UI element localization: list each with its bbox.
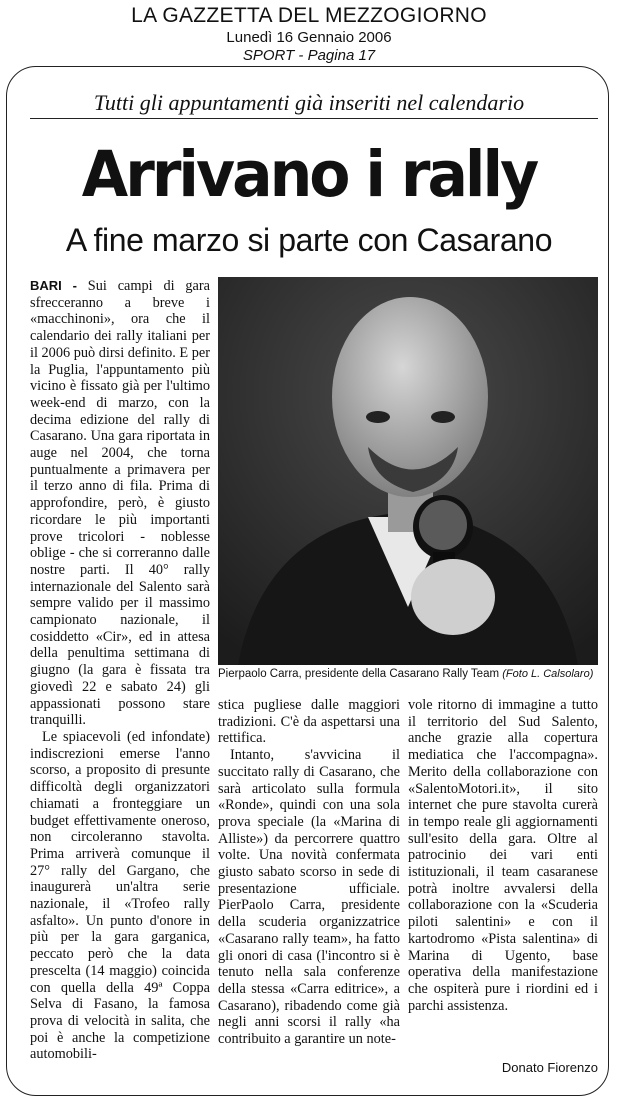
paragraph: vole ritorno di immagine a tutto il territorio del Sud Salento, anche grazie alla copertura mediatica che l'accompagna». Merito della collaborazione con «SalentoMotori.it», il sito internet che pure stavolta curerà in tempo reale gli aggiornamenti sull'esito della gara. Oltre al patrocinio dei vari enti istituzionali, il team casaranese potrà inoltre avvalersi della collaborazione con la «Scuderia piloti salentini» e con il kartodromo «Pista salentina» di Marina di Ugento, base operativa della manifestazione che ospiterà pure i riordini ed i parchi assistenza. — [408, 697, 598, 1014]
paragraph: Le spiacevoli (ed infondate) indiscrezioni emerse l'anno scorso, a proposito di presunte difficoltà degli organizzatori chiamati a fronteggiare un budget effettivamente oneroso, non circoleranno stavolta. Prima arriverà comunque il 27° rally del Gargano, che inaugurerà un'altra serie nazionale, il «Trofeo rally asfalto». Un punto d'onore in più per la gara garganica, peccato però che la data prescelta (14 maggio) coincida con quella della 49ª Coppa Selva di Fasano, la famosa prova di velocità in salita, che poi è anche la competizione automobili- — [30, 728, 210, 1063]
paragraph: stica pugliese dalle maggiori tradizioni. C'è da aspettarsi una rettifica. — [218, 697, 400, 747]
kicker-rule — [30, 118, 598, 119]
byline: Donato Fiorenzo — [501, 1060, 598, 1075]
article-subheadline: A fine marzo si parte con Casarano — [65, 222, 553, 258]
newspaper-name: LA GAZZETTA DEL MEZZOGIORNO — [131, 4, 487, 27]
text-column-1 — [30, 278, 210, 1063]
photo-credit: (Foto L. Calsolaro) — [502, 668, 594, 680]
photo-caption — [218, 668, 598, 680]
caption-text: Pierpaolo Carra, presidente della Casarano Rally Team — [218, 668, 500, 680]
paragraph: Intanto, s'avvicina il succitato rally di Casarano, che sarà articolato sulla formula «Ronde», quindi con una sola prova speciale (la «Marina di Alliste») da percorrere quattro volte. Una novità confermata giusto sabato scorso in sede di presentazione ufficiale. PierPaolo Carra, presidente della scuderia organizzatrice «Casarano rally team», ha fatto gli onori di casa (l'incontro si è tenuto nella sala conferenze della stessa «Carra editrice», a Casarano), ribadendo come già negli anni scorsi il rally «ha contribuito a garantire un note- — [218, 747, 400, 1048]
article-kicker: Tutti gli appuntamenti già inseriti nel calendario — [93, 90, 525, 115]
portrait-illustration — [218, 277, 598, 665]
dateline: BARI - — [30, 278, 77, 293]
article-headline: Arrivano i rally — [81, 138, 537, 212]
issue-date: Lunedì 16 Gennaio 2006 — [226, 29, 392, 46]
section-page: SPORT - Pagina 17 — [242, 47, 376, 64]
article-photo — [218, 277, 598, 665]
paragraph — [30, 278, 210, 729]
paragraph-text: Sui campi di gara sfrecceranno a breve i «macchinoni», ora che il calendario dei rally italiani per il 2006 può dirsi definito. E per la Puglia, l'appuntamento più vicino è fissato già per l'ultimo week-end di marzo, con la decima edizione del rally di Casarano. Una gara riportata in auge nel 2004, che torna puntualmente a primavera per il terzo anno di fila. Prima di approfondire, però, è giusto ricordare le più importanti prove tricolori - noblesse oblige - che si correranno dalle nostre parti. Il 40° rally internazionale del Salento sarà sempre valido per il massimo campionato nazionale, il cosiddetto «Cir», ed in attesa della penultima settimana di giugno (la gara è fissata tra giovedì 22 e sabato 24) gli appassionati possono stare tranquilli. — [30, 278, 210, 729]
text-column-3 — [408, 697, 598, 1014]
text-column-2 — [218, 697, 400, 1048]
